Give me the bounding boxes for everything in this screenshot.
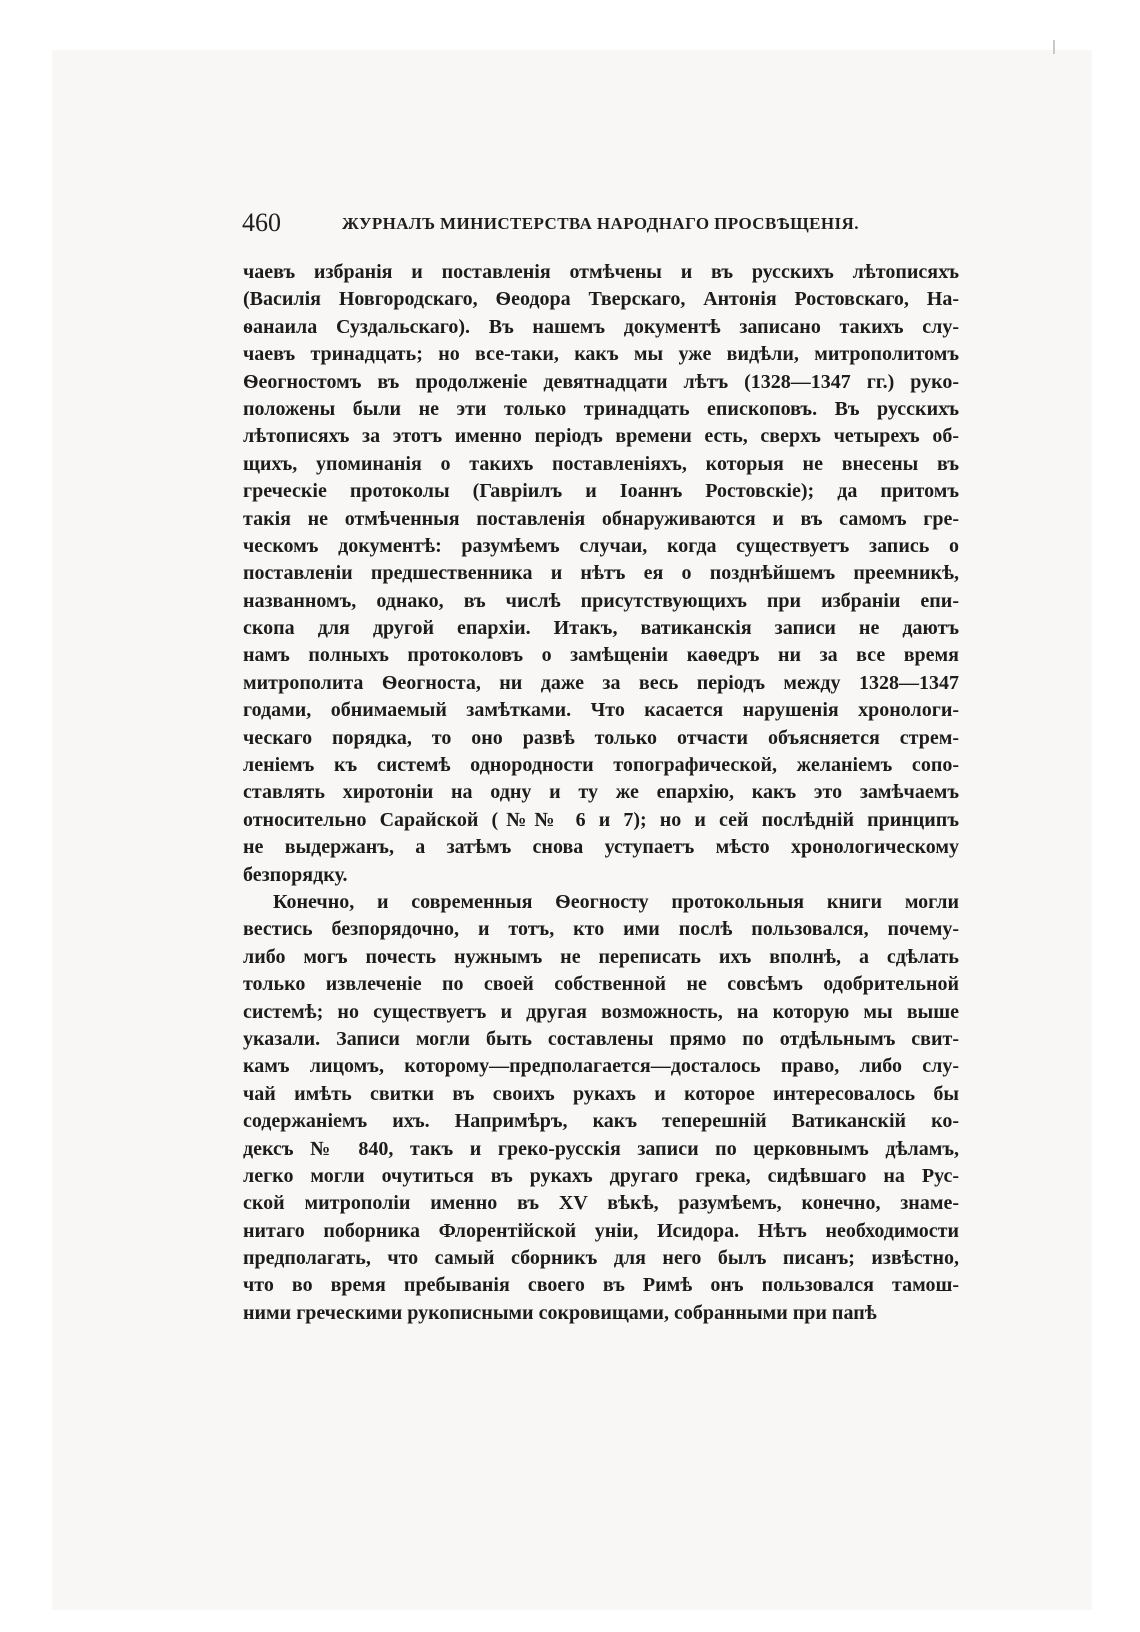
text-line: чай имѣть свитки въ своихъ рукахъ и которое интересовалось бы: [243, 1082, 959, 1105]
text-line: поставленіи предшественника и нѣтъ ея о позднѣйшемъ преемникѣ,: [243, 562, 959, 585]
text-line: положены были не эти только тринадцать епископовъ. Въ русскихъ: [243, 397, 959, 420]
text-line: лѣтописяхъ за этотъ именно періодъ времени есть, сверхъ четырехъ об-: [243, 425, 959, 448]
text-line: такія не отмѣченныя поставленія обнаруживаются и въ самомъ гре-: [243, 507, 959, 530]
text-line: предполагать, что самый сборникъ для него былъ писанъ; извѣстно,: [243, 1247, 959, 1270]
scan-edge-mark: [1053, 40, 1055, 54]
text-line: содержаніемъ ихъ. Напримѣръ, какъ теперешній Ватиканскій ко-: [243, 1110, 959, 1133]
text-line: (Василія Новгородскаго, Ѳеодора Тверскаго, Антонія Ростовскаго, На-: [243, 288, 959, 311]
text-line: намъ полныхъ протоколовъ о замѣщеніи каѳедръ ни за все время: [243, 644, 959, 667]
text-line: чаевъ избранія и поставленія отмѣчены и въ русскихъ лѣтописяхъ: [243, 261, 959, 283]
text-line: Ѳеогностомъ въ продолженіе девятнадцати лѣтъ (1328—1347 гг.) руко-: [243, 370, 959, 393]
paragraph: [243, 259, 959, 889]
text-line: чаевъ тринадцать; но все-таки, какъ мы уже видѣли, митрополитомъ: [243, 343, 959, 366]
text-line: скопа для другой епархіи. Итакъ, ватиканскія записи не даютъ: [243, 617, 959, 640]
page-number: 460: [242, 208, 281, 237]
text-line: ческаго порядка, то оно развѣ только отчасти объясняется стрем-: [243, 726, 959, 749]
text-line: только извлеченіе по своей собственной не совсѣмъ одобрительной: [243, 973, 959, 996]
text-line: дексъ № 840, такъ и греко-русскія записи по церковнымъ дѣламъ,: [243, 1137, 959, 1160]
text-line: системѣ; но существуетъ и другая возможность, на которую мы выше: [243, 1000, 959, 1023]
text-line: безпорядку.: [243, 863, 348, 886]
text-line: легко могли очутиться въ рукахъ другаго грека, сидѣвшаго на Рус-: [243, 1164, 959, 1187]
text-line: митрополита Ѳеогноста, ни даже за весь періодъ между 1328—1347: [243, 671, 959, 694]
text-line: греческіе протоколы (Гавріилъ и Іоаннъ Ростовскіе); да притомъ: [243, 480, 959, 503]
text-line: годами, обнимаемый замѣтками. Что касается нарушенія хронологи-: [243, 699, 959, 722]
text-line: ними греческими рукописными сокровищами, собранными при папѣ: [243, 1301, 877, 1324]
running-title: ЖУРНАЛЪ МИНИСТЕРСТВА НАРОДНАГО ПРОСВѢЩЕНІЯ.: [342, 214, 859, 233]
text-line: что во время пребыванія своего въ Римѣ онъ пользовался тамош-: [243, 1274, 959, 1297]
text-line: не выдержанъ, а затѣмъ снова уступаетъ мѣсто хронологическому: [243, 836, 959, 859]
text-line: нитаго поборника Флорентійской уніи, Исидора. Нѣтъ необходимости: [243, 1219, 959, 1242]
text-line: вестись безпорядочно, и тотъ, кто ими послѣ пользовался, почему-: [243, 918, 959, 941]
text-line: ставлять хиротоніи на одну и ту же епархію, какъ это замѣчаемъ: [243, 781, 959, 804]
text-line: либо могъ почесть нужнымъ не переписать ихъ вполнѣ, а сдѣлать: [243, 945, 959, 968]
text-line: Конечно, и современныя Ѳеогносту протокольныя книги могли: [273, 890, 959, 913]
page-header: [242, 206, 962, 240]
text-line: щихъ, упоминанія о такихъ поставленіяхъ, которыя не внесены въ: [243, 452, 959, 475]
text-line: леніемъ къ системѣ однородности топографической, желаніемъ сопо-: [243, 754, 959, 777]
text-line: ской митрополіи именно въ XV вѣкѣ, разумѣемъ, конечно, знаме-: [243, 1192, 959, 1215]
text-line: названномъ, однако, въ числѣ присутствующихъ при избраніи епи-: [243, 589, 959, 612]
text-line: ѳанаила Суздальскаго). Въ нашемъ документѣ записано такихъ слу-: [243, 315, 959, 338]
body-text: [243, 259, 959, 1327]
text-line: относительно Сарайской (№№ 6 и 7); но и сей послѣдній принципъ: [243, 808, 959, 831]
text-line: указали. Записи могли быть составлены прямо по отдѣльнымъ свит-: [243, 1027, 959, 1050]
paragraph: [243, 889, 959, 1327]
text-line: камъ лицомъ, которому—предполагается—досталось право, либо слу-: [243, 1055, 959, 1078]
text-line: ческомъ документѣ: разумѣемъ случаи, когда существуетъ запись о: [243, 534, 959, 557]
